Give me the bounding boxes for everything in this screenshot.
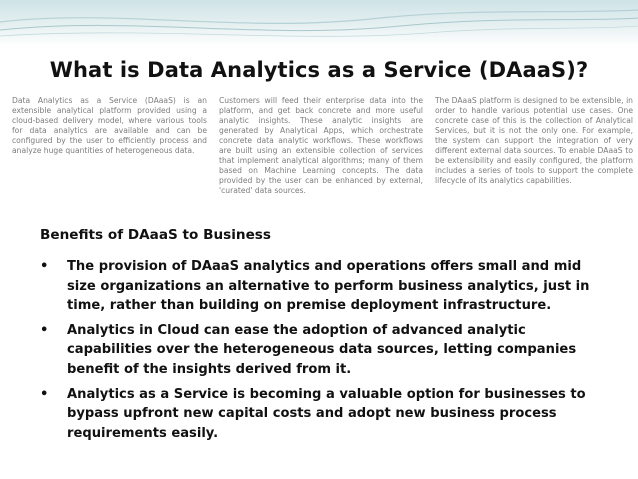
section-heading: Benefits of DAaaS to Business [40, 227, 271, 243]
intro-column-1: Data Analytics as a Service (DAaaS) is an extensible analytical platform provided using a cloud-based delivery model, where various tools for data analytics are available and can be configured by the user to efficiently process and analyze huge quantities of heterogeneous data. [12, 96, 207, 156]
bullet-text: The provision of DAaaS analytics and operations offers small and mid size organizations an alternative to perform business analytics, just in time, rather than building on premise deployment infrastructure. [67, 259, 590, 314]
bullet-marker: • [40, 322, 49, 338]
bullet-text: Analytics as a Service is becoming a valuable option for businesses to bypass upfront new capital costs and adopt new business process requirements easily. [67, 386, 586, 441]
bullet-marker: • [40, 259, 49, 274]
bullet-marker: • [40, 386, 49, 402]
intro-column-2: Customers will feed their enterprise data into the platform, and get back concrete and more useful analytic insights. These analytic insights are generated by Analytical Apps, which orchestrate concrete data analytic workflows. These workflows are built using an extensible collection of services that implement analytical algorithms; many of them based on Machine Learning concepts. The data provided by the user can be enhanced by external, 'curated' data sources. [219, 96, 423, 196]
benefits-list [40, 257, 600, 448]
list-item [40, 257, 600, 316]
list-item [40, 385, 600, 444]
intro-columns [12, 96, 633, 222]
intro-column-3: The DAaaS platform is designed to be extensible, in order to handle various potential use cases. One concrete case of this is the collection of Analytical Services, but it is not the only one. For example, the system can support the integration of very different external data sources. To enable DAaaS to be extensibility and easily configured, the platform includes a series of tools to support the complete lifecycle of its analytics capabilities. [435, 96, 633, 186]
top-decorative-band [0, 0, 638, 46]
slide-title: What is Data Analytics as a Service (DAaaS)? [49, 58, 589, 82]
wave-decoration [0, 0, 638, 46]
list-item [40, 321, 600, 380]
bullet-text: Analytics in Cloud can ease the adoption of advanced analytic capabilities over the heterogeneous data sources, letting companies benefit of the insights derived from it. [67, 322, 577, 377]
